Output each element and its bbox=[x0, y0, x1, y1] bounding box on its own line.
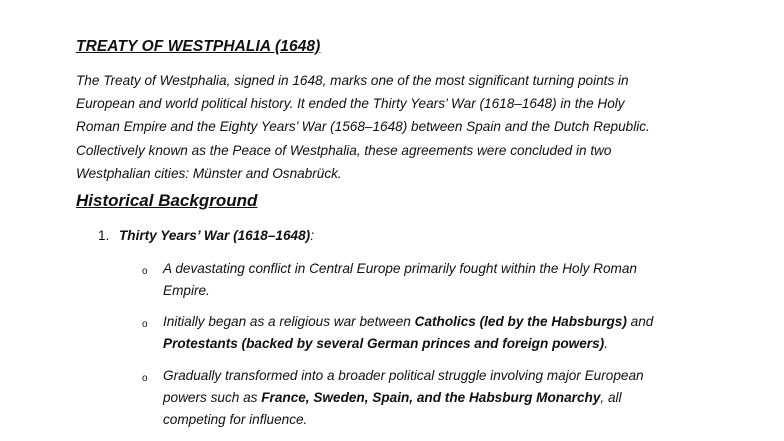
list-item-title: Thirty Years’ War (1618–1648) bbox=[119, 228, 311, 243]
bullet-line bbox=[163, 311, 733, 333]
bullet-text-bold: France, Sweden, Spain, and the Habsburg Monarchy bbox=[261, 390, 601, 405]
bullet-line bbox=[163, 387, 733, 409]
intro-paragraph bbox=[76, 69, 736, 185]
bullet-text-plain: powers such as bbox=[163, 390, 262, 405]
bullet-text bbox=[163, 365, 733, 431]
bullet-text bbox=[163, 311, 733, 355]
bullet-marker: o bbox=[142, 266, 148, 277]
bullet-line bbox=[163, 333, 733, 355]
bullet-text-plain: . bbox=[604, 336, 608, 351]
bullet-line: A devastating conflict in Central Europe primarily fought within the Holy Roman bbox=[163, 261, 637, 276]
bullet-text-plain: Initially began as a religious war between bbox=[163, 314, 415, 329]
bullet-text-plain: and bbox=[626, 314, 654, 329]
intro-line: Westphalian cities: Münster and Osnabrück. bbox=[76, 165, 342, 181]
bullet-text-bold: Catholics (led by the Habsburgs) bbox=[414, 314, 627, 329]
list-item-suffix: : bbox=[310, 228, 314, 243]
bullet-marker: o bbox=[142, 373, 148, 384]
sub-bullet bbox=[142, 311, 742, 355]
bullet-text-bold: Protestants (backed by several German princes and foreign powers) bbox=[163, 336, 605, 351]
intro-line: European and world political history. It ended the Thirty Years’ War (1618–1648) in the Holy bbox=[76, 96, 625, 112]
numbered-list-item bbox=[98, 228, 314, 243]
bullet-text-plain: , all bbox=[600, 390, 622, 405]
bullet-text bbox=[163, 258, 733, 302]
bullet-marker: o bbox=[142, 319, 148, 330]
list-number: 1. bbox=[98, 228, 110, 243]
intro-line: The Treaty of Westphalia, signed in 1648, marks one of the most significant turning points in bbox=[76, 73, 629, 88]
section-heading: Historical Background bbox=[76, 191, 258, 210]
intro-line: Roman Empire and the Eighty Years’ War (1568–1648) between Spain and the Dutch Republic. bbox=[76, 119, 650, 135]
intro-line: Collectively known as the Peace of Westphalia, these agreements were concluded in two bbox=[76, 142, 612, 158]
bullet-line: Gradually transformed into a broader political struggle involving major European bbox=[163, 368, 644, 383]
bullet-line: competing for influence. bbox=[163, 412, 308, 427]
document-title: TREATY OF WESTPHALIA (1648) bbox=[76, 38, 321, 55]
sub-bullet bbox=[142, 258, 742, 302]
sub-bullet bbox=[142, 365, 742, 431]
bullet-line: Empire. bbox=[163, 283, 210, 298]
